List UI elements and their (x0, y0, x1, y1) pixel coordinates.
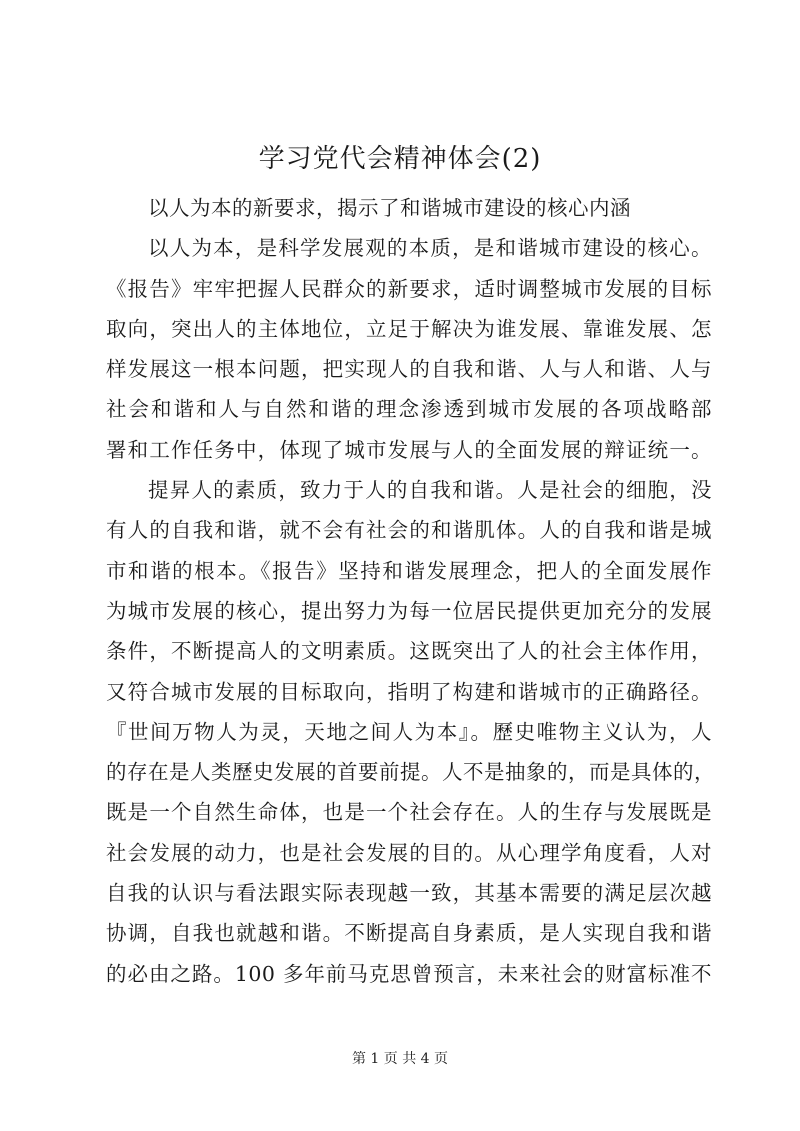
page-footer: 第 1 页 共 4 页 (351, 1051, 449, 1067)
text-line: 以人为本，是科学发展观的本质，是和谐城市建设的核心。 (148, 236, 712, 261)
text-line: 社会和谐和人与自然和谐的理念渗透到城市发展的各项战略部 (106, 397, 712, 422)
text-line: 『世间万物人为灵，天地之间人为本』。歷史唯物主义认为，人 (106, 719, 712, 744)
text-line: 《报告》牢牢把握人民群众的新要求，适时调整城市发展的目标 (106, 276, 712, 301)
text-line: 署和工作任务中，体现了城市发展与人的全面发展的辩证统一。 (106, 437, 712, 462)
text-line: 取向，突出人的主体地位，立足于解决为谁发展、靠谁发展、怎 (106, 316, 712, 341)
text-line: 样发展这一根本问题，把实现人的自我和谐、人与人和谐、人与 (106, 357, 712, 382)
text-line: 市和谐的根本。《报告》坚持和谐发展理念，把人的全面发展作 (106, 558, 712, 583)
text-line: 以人为本的新要求，揭示了和谐城市建设的核心内涵 (148, 196, 631, 220)
document-title: 学习党代会精神体会(2) (258, 144, 542, 174)
text-line: 社会发展的动力，也是社会发展的目的。从心理学角度看，人对 (106, 840, 712, 865)
text-line: 自我的认识与看法跟实际表现越一致，其基本需要的满足层次越 (106, 881, 712, 906)
text-line: 有人的自我和谐，就不会有社会的和谐肌体。人的自我和谐是城 (106, 518, 712, 543)
text-line: 的必由之路。100 多年前马克思曾预言，未来社会的财富标准不 (106, 961, 712, 986)
text-line: 条件，不断提高人的文明素质。这既突出了人的社会主体作用， (106, 639, 712, 664)
text-line: 协调，自我也就越和谐。不断提高自身素质，是人实现自我和谐 (106, 921, 712, 946)
text-line: 为城市发展的核心，提出努力为每一位居民提供更加充分的发展 (106, 598, 712, 623)
text-line: 既是一个自然生命体，也是一个社会存在。人的生存与发展既是 (106, 800, 712, 825)
text-line: 又符合城市发展的目标取向，指明了构建和谐城市的正确路径。 (106, 679, 712, 704)
document-body (106, 188, 715, 994)
text-line: 提昇人的素质，致力于人的自我和谐。人是社会的细胞，没 (148, 478, 712, 503)
text-line: 的存在是人类歷史发展的首要前提。人不是抽象的，而是具体的， (106, 760, 715, 785)
